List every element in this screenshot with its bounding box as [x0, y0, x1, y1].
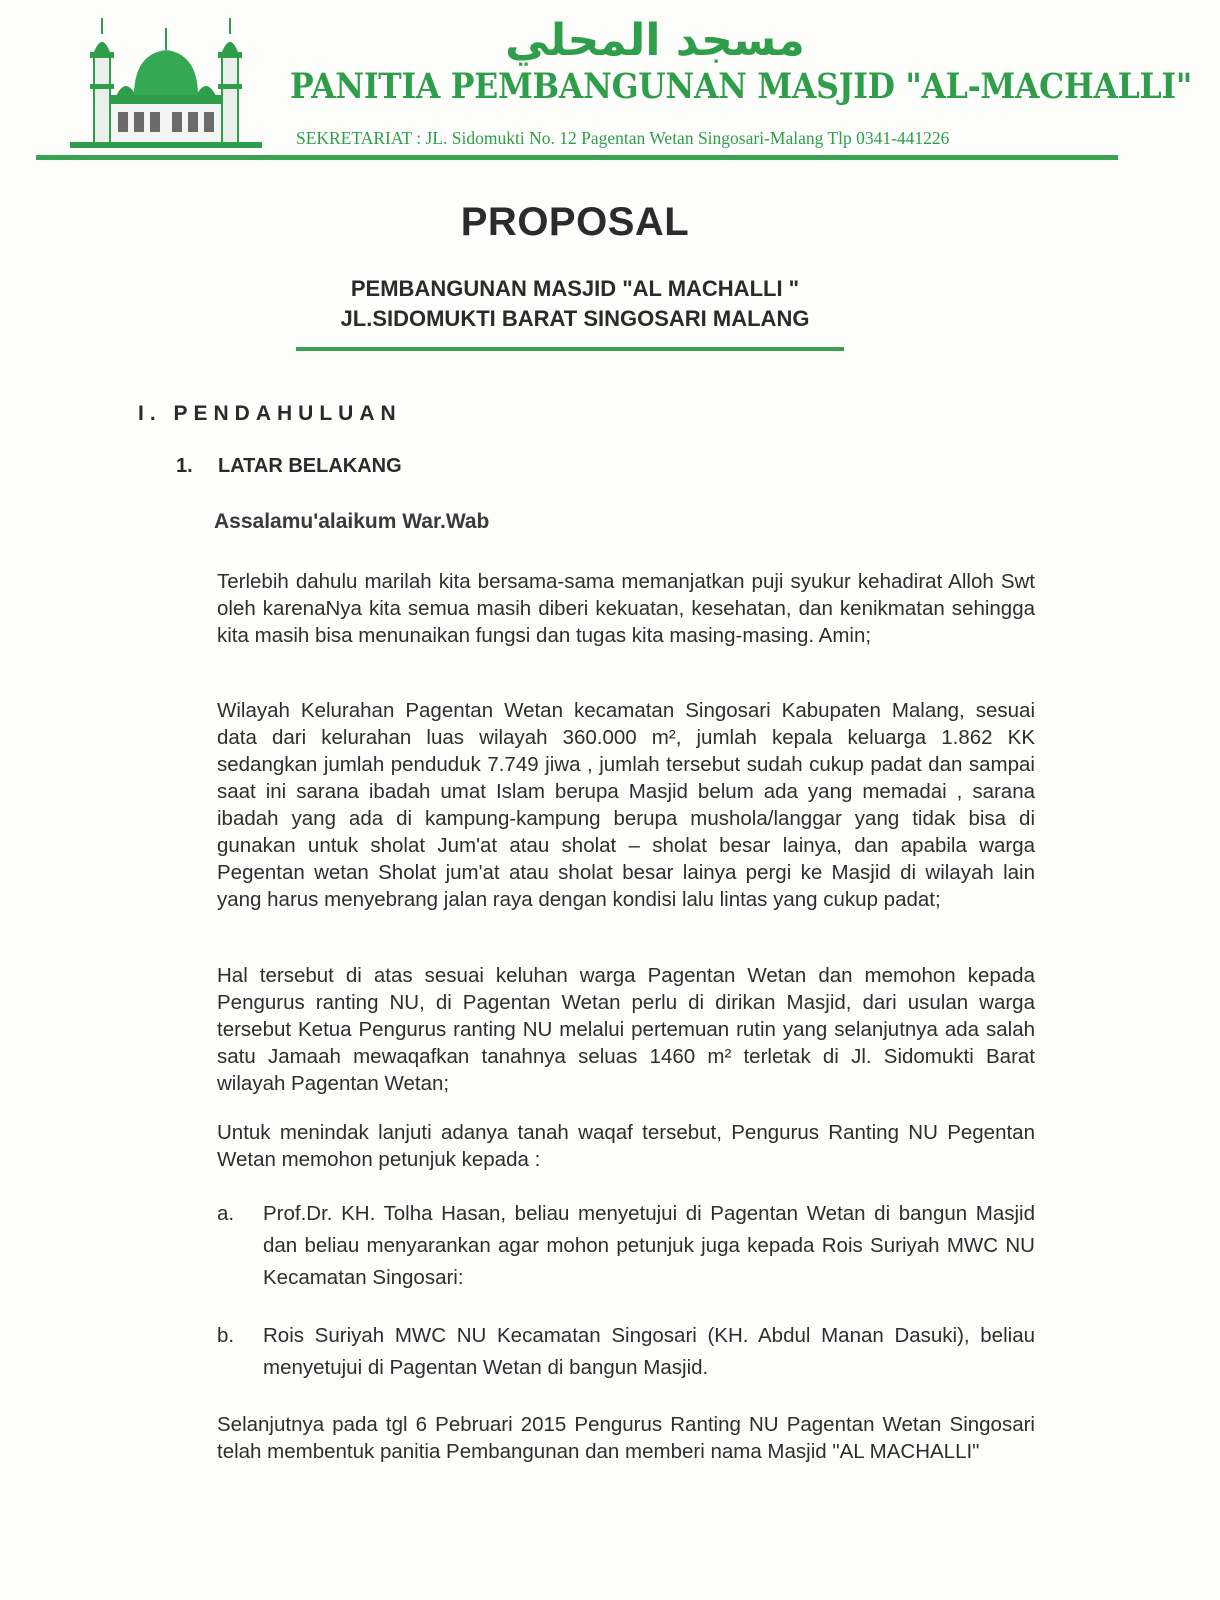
- section-heading: I. PENDAHULUAN: [138, 402, 402, 425]
- mosque-logo-icon: [66, 14, 266, 154]
- list-marker: b.: [217, 1324, 235, 1347]
- paragraph-2: Wilayah Kelurahan Pagentan Wetan kecamatan Singosari Kabupaten Malang, sesuai data dari kelurahan luas wilayah 360.000 m², jumlah kepala keluarga 1.862 KK sedangkan jumlah penduduk 7.749 jiwa , jumlah tersebut sudah cukup padat dan sampai saat ini sarana ibadah umat Islam berupa Masjid belum ada yang memadai , sarana ibadah yang ada di kampung-kampung berupa mushola/langgar yang tidak bisa di gunakan untuk sholat Jum'at atau sholat – sholat besar lainya, dan apabila warga Pegentan wetan Sholat jum'at atau sholat besar lainya pergi ke Masjid di wilayah lain yang harus menyebrang jalan raya dengan kondisi lalu lintas yang cukup padat;: [217, 699, 1035, 911]
- subsection-number: 1.: [176, 455, 193, 477]
- list-item-text: Prof.Dr. KH. Tolha Hasan, beliau menyetujui di Pagentan Wetan di bangun Masjid dan beliau menyarankan agar mohon petunjuk juga kepada Rois Suriyah MWC NU Kecamatan Singosari:: [263, 1202, 1035, 1289]
- paragraph-3: Hal tersebut di atas sesuai keluhan warga Pagentan Wetan dan memohon kepada Pengurus ranting NU, di Pagentan Wetan perlu di dirikan Masjid, dari usulan warga tersebut Ketua Pengurus ranting NU melalui pertemuan rutin yang selanjutnya ada salah satu Jamaah mewaqafkan tanahnya seluas 1460 m² terletak di Jl. Sidomukti Barat wilayah Pagentan Wetan;: [217, 964, 1035, 1095]
- organization-address: SEKRETARIAT : JL. Sidomukti No. 12 Pagentan Wetan Singosari-Malang Tlp 0341-441226: [296, 128, 950, 148]
- list-item-text: Rois Suriyah MWC NU Kecamatan Singosari (KH. Abdul Manan Dasuki), beliau menyetujui di Pagentan Wetan di bangun Masjid.: [263, 1324, 1035, 1379]
- subsection-title: LATAR BELAKANG: [218, 455, 402, 477]
- letterhead-divider: [36, 155, 1118, 160]
- list-marker: a.: [217, 1202, 235, 1225]
- document-subtitle-line2: JL.SIDOMUKTI BARAT SINGOSARI MALANG: [340, 306, 810, 331]
- greeting: Assalamu'alaikum War.Wab: [214, 510, 490, 533]
- subsection-heading: [176, 455, 402, 478]
- document-title: PROPOSAL: [460, 200, 690, 244]
- list-item: [217, 1320, 1035, 1384]
- list-item: [217, 1198, 1035, 1294]
- paragraph-1: Terlebih dahulu marilah kita bersama-sama memanjatkan puji syukur kehadirat Alloh Swt oleh karenaNya kita semua masih diberi kekuatan, kesehatan, dan kenikmatan sehingga kita masih bisa menunaikan fungsi dan tugas kita masing-masing. Amin;: [217, 570, 1035, 647]
- paragraph-4: Untuk menindak lanjuti adanya tanah waqaf tersebut, Pengurus Ranting NU Pegentan Wetan memohon petunjuk kepada :: [217, 1121, 1035, 1171]
- organization-name: PANITIA PEMBANGUNAN MASJID "AL-MACHALLI": [290, 66, 1193, 107]
- arabic-mosque-name: مسجد المحلي: [505, 15, 805, 66]
- paragraph-5: Selanjutnya pada tgl 6 Pebruari 2015 Pengurus Ranting NU Pagentan Wetan Singosari telah membentuk panitia Pembangunan dan memberi nama Masjid "AL MACHALLI": [217, 1413, 1035, 1463]
- document-subtitle-line1: PEMBANGUNAN MASJID "AL MACHALLI ": [350, 276, 800, 301]
- subtitle-divider: [296, 347, 844, 351]
